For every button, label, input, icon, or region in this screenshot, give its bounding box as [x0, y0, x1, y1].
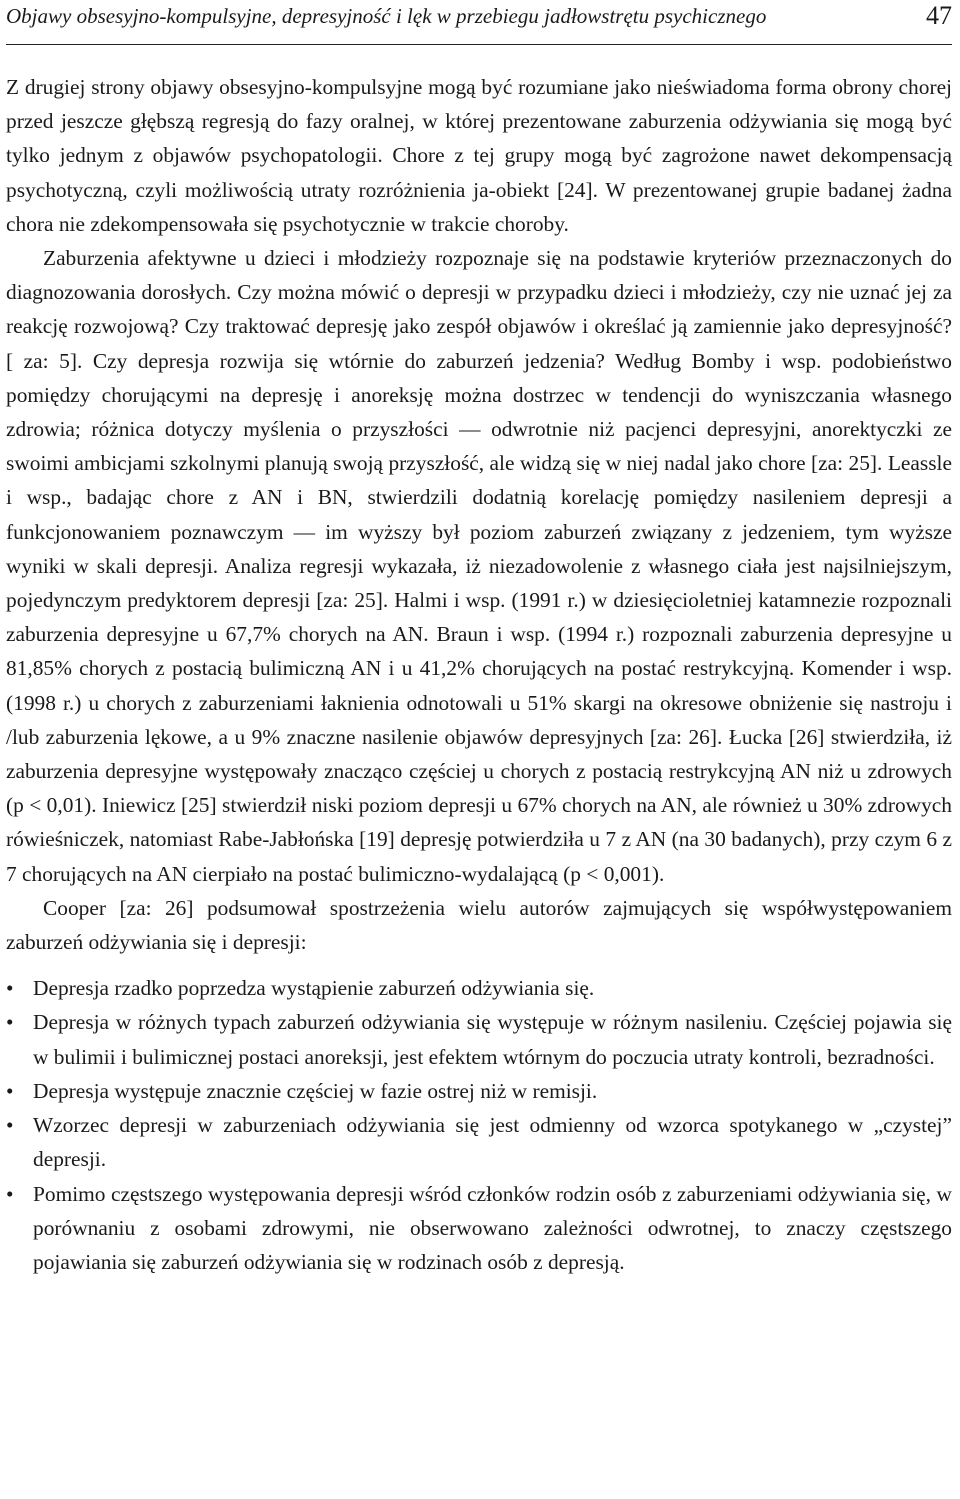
bullet-list [6, 971, 952, 1279]
list-item-text: Wzorzec depresji w zaburzeniach odżywiania się jest odmienny od wzorca spotykanego w „czystej” depresji. [33, 1113, 952, 1172]
bullet-icon: • [6, 976, 14, 1001]
paragraph-cooper-summary: Cooper [za: 26] podsumował spostrzeżenia wielu autorów zajmujących się współwystępowaniem zaburzeń odżywiania się i depresji: [6, 895, 952, 955]
list-item [6, 1074, 952, 1108]
list-item [6, 1108, 952, 1176]
bullet-icon: • [6, 1010, 14, 1035]
list-item-text: Depresja rzadko poprzedza wystąpienie zaburzeń odżywiania się. [33, 976, 595, 1001]
list-item [6, 1177, 952, 1280]
list-item-text: Depresja w różnych typach zaburzeń odżywiania się występuje w różnym nasileniu. Częściej pojawia się w bulimii i bulimicznej postaci anoreksji, jest efektem wtórnym do poczucia utraty kontroli, bezradności. [33, 1010, 952, 1069]
list-item-text: Pomimo częstszego występowania depresji wśród członków rodzin osób z zaburzeniami odżywiania się, w porównaniu z osobami zdrowymi, nie obserwowano zależności odwrotnej, to znaczy częstszego pojawiania się zaburzeń odżywiania się w rodzinach osób z depresją. [33, 1181, 952, 1274]
bullet-icon: • [6, 1181, 14, 1206]
running-header [6, 0, 952, 45]
page-number: 47 [926, 1, 952, 30]
list-item [6, 1005, 952, 1073]
running-title: Objawy obsesyjno-kompulsyjne, depresyjność i lęk w przebiegu jadłowstrętu psychicznego [6, 4, 767, 28]
list-item [6, 971, 952, 1005]
bullet-icon: • [6, 1078, 14, 1103]
paragraph-obsessive-defense: Z drugiej strony objawy obsesyjno-kompulsyjne mogą być rozumiane jako nieświadoma forma obrony chorej przed jeszcze głębszą regresją do fazy oralnej, w której prezentowane zaburzenia odżywiania się mogą być tylko jednym z objawów psychopatologii. Chore z tej grupy mogą być zagrożone nawet dekompensacją psychotyczną, czyli możliwością utraty rozróżnienia ja-obiekt [24]. W prezentowanej grupie badanej żadna chora nie zdekompensowała się psychotycznie w trakcie choroby. [6, 75, 952, 236]
paragraph-affective-disorders: Zaburzenia afektywne u dzieci i młodzieży rozpoznaje się na podstawie kryteriów przeznaczonych do diagnozowania dorosłych. Czy można mówić o depresji w przypadku dzieci i młodzieży, czy nie uznać jej za reakcję rozwojową? Czy traktować depresję jako zespół objawów i określać ją zamiennie jako depresyjność? [ za: 5]. Czy depresja rozwija się wtórnie do zaburzeń jedzenia? Według Bomby i wsp. podobieństwo pomiędzy chorującymi na depresję i anoreksję można dostrzec w tendencji do wyniszczania własnego zdrowia; różnica dotyczy myślenia o przyszłości — odwrotnie niż pacjenci depresyjni, anorektyczki ze swoimi ambicjami szkolnymi planują swoją przyszłość, ale widzą się w niej nadal jako chore [za: 25]. Leassle i wsp., badając chore z AN i BN, stwierdzili dodatnią korelację pomiędzy nasileniem depresji a funkcjonowaniem poznawczym — im wyższy był poziom zaburzeń związany z jedzeniem, tym wyższe wyniki w skali depresji. Analiza regresji wykazała, iż niezadowolenie z własnego ciała jest najsilniejszym, pojedynczym predyktorem depresji [za: 25]. Halmi i wsp. (1991 r.) w dziesięcioletniej katamnezie rozpoznali zaburzenia depresyjne u 67,7% chorych na AN. Braun i wsp. (1994 r.) rozpoznali zaburzenia depresyjne u 81,85% chorych z postacią bulimiczną AN i u 41,2% chorujących na postać restrykcyjną. Komender i wsp. (1998 r.) u chorych z zaburzeniami łaknienia odnotowali u 51% skargi na okresowe obniżenie się nastroju i /lub zaburzenia lękowe, a u 9% znaczne nasilenie objawów depresyjnych [za: 26]. Łucka [26] stwierdziła, iż zaburzenia depresyjne występowały znacząco częściej u chorych z postacią restrykcyjną AN niż u zdrowych (p < 0,01). Iniewicz [25] stwierdził niski poziom depresji u 67% chorych na AN, ale również u 30% zdrowych rówieśniczek, natomiast Rabe-Jabłońska [19] depresję potwierdziła u 7 z AN (na 30 badanych), przy czym 6 z 7 chorujących na AN cierpiało na postać bulimiczno-wydalającą (p < 0,001). [6, 246, 952, 886]
body-text [6, 70, 952, 1279]
bullet-icon: • [6, 1113, 14, 1138]
list-item-text: Depresja występuje znacznie częściej w fazie ostrej niż w remisji. [33, 1078, 598, 1103]
